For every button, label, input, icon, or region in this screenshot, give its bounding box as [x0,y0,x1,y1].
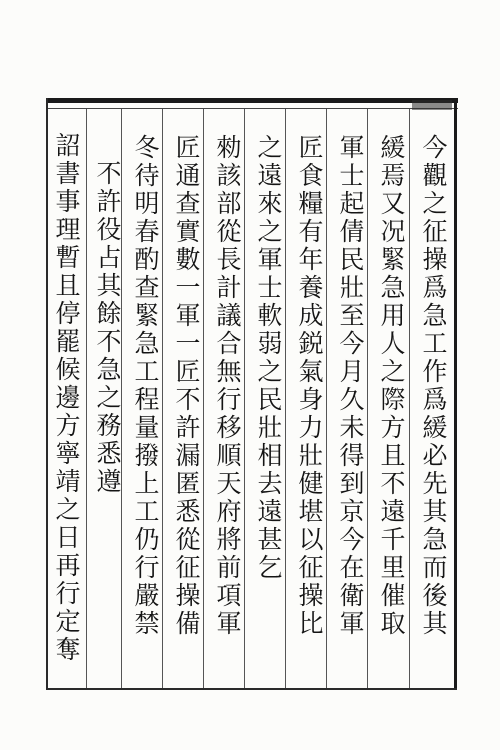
frame-top-inner-rule [46,108,458,109]
header-ink-smudge [412,100,452,110]
column-rule [409,109,410,688]
column-rule [86,109,87,688]
text-column-3: 軍士起倩民壯至今月久未得到京今在衛軍 [336,134,365,638]
text-column-8: 冬待明春酌查緊急工程量撥上工仍行嚴禁 [131,134,160,638]
text-column-4: 匠食糧有年養成鋭氣身力壯健堪以征操比 [295,134,324,638]
text-column-6: 勑該部從長計議合無行移順天府將前項軍 [213,134,242,638]
text-column-5: 之遠來之軍士軟弱之民壯相去遠甚乞 [254,134,283,582]
frame-top-border [46,98,458,103]
text-column-9: 不許役占其餘不急之務悉遵 [93,160,122,496]
text-column-10: 詔書事理暫且停罷候邊方寧靖之日再行定奪 [52,132,81,664]
text-column-2: 緩焉又况緊急用人之際方且不遠千里催取 [377,134,406,638]
text-column-7: 匠通查實數一軍一匠不許漏匿悉從征操備 [172,134,201,638]
text-column-1: 今觀之征操爲急工作爲緩必先其急而後其 [419,134,448,638]
frame-right-border [454,98,457,690]
